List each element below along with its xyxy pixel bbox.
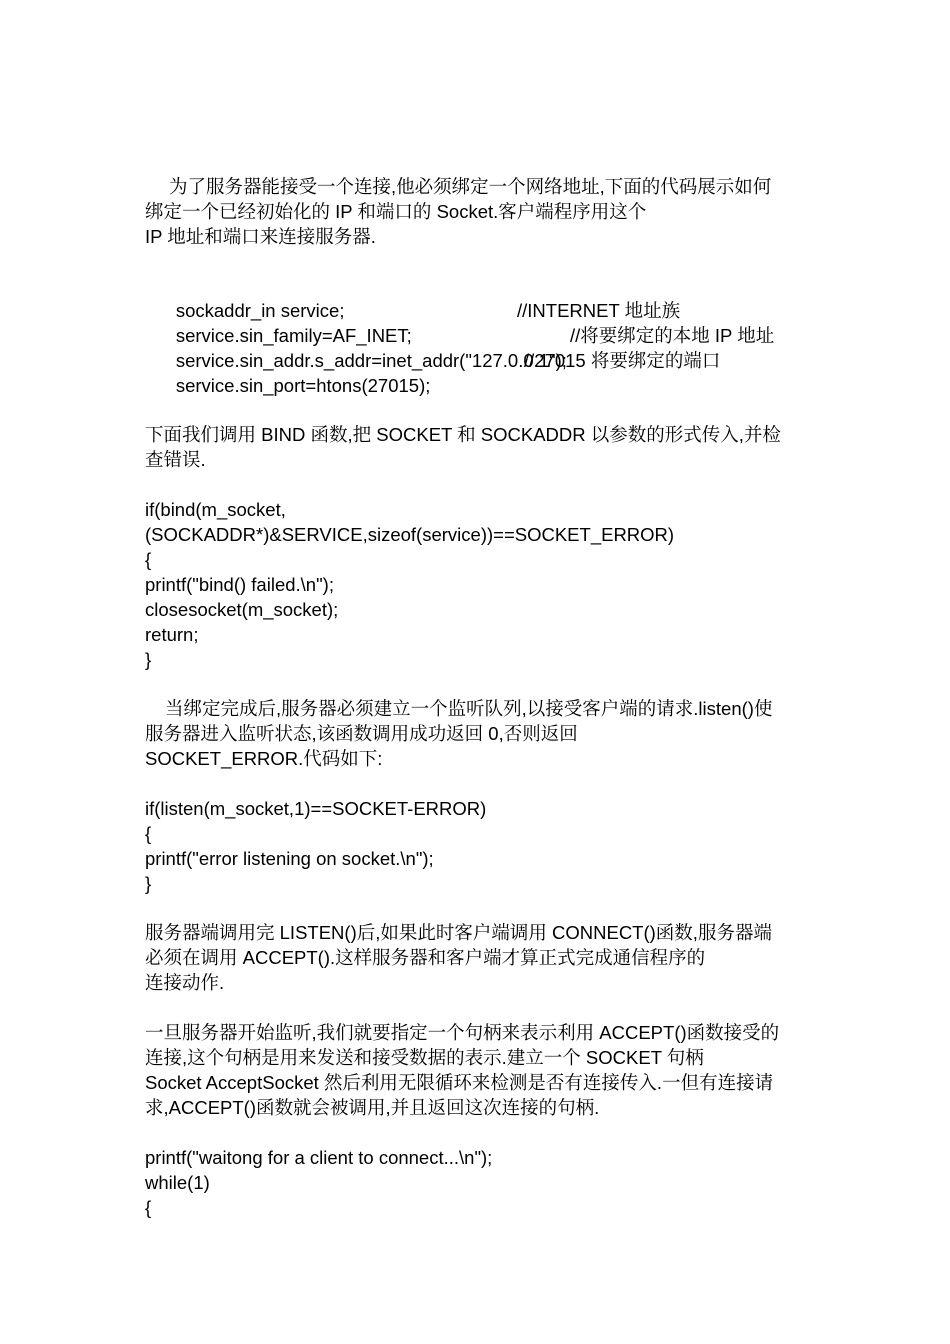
code-line: } — [145, 873, 152, 894]
code-block-accept-loop — [145, 1145, 825, 1220]
code-line: printf("waitong for a client to connect...\n"); — [145, 1147, 493, 1168]
text-line: 查错误. — [145, 449, 206, 470]
paragraph-bind-call — [145, 422, 825, 472]
paragraph-accept-intro — [145, 920, 825, 995]
code-line: { — [145, 549, 152, 570]
code-line: printf("error listening on socket.\n"); — [145, 848, 434, 869]
code-block-sockaddr — [145, 273, 825, 396]
paragraph-listen-intro — [145, 696, 825, 771]
text-line: 必须在调用 ACCEPT().这样服务器和客户端才算正式完成通信程序的 — [145, 947, 706, 968]
code-comment: //INTERNET 地址族 — [517, 300, 681, 321]
code-block-listen — [145, 796, 825, 896]
text-line: 求,ACCEPT()函数就会被调用,并且返回这次连接的句柄. — [145, 1097, 600, 1118]
code-line: return; — [145, 624, 199, 645]
text-line: 连接,这个句柄是用来发送和接受数据的表示.建立一个 SOCKET 句柄 — [145, 1047, 704, 1068]
code-block-bind — [145, 497, 825, 672]
code-text: service.sin_port=htons(27015); — [175, 375, 431, 396]
code-line — [145, 348, 825, 396]
paragraph-bind-intro — [145, 174, 825, 249]
text-line: 当绑定完成后,服务器必须建立一个监听队列,以接受客户端的请求.listen()使 — [165, 698, 773, 719]
code-line: } — [145, 649, 152, 670]
code-line: if(listen(m_socket,1)==SOCKET-ERROR) — [145, 798, 487, 819]
text-line: 服务器进入监听状态,该函数调用成功返回 0,否则返回 — [145, 723, 578, 744]
text-line: 连接动作. — [145, 972, 225, 993]
text-line: 一旦服务器开始监听,我们就要指定一个句柄来表示利用 ACCEPT()函数接受的 — [145, 1022, 780, 1043]
code-text: service.sin_addr.s_addr=inet_addr("127.0.0.1"); — [175, 350, 567, 371]
text-line: SOCKET_ERROR.代码如下: — [145, 748, 383, 769]
text-line: 服务器端调用完 LISTEN()后,如果此时客户端调用 CONNECT()函数,服务器端 — [145, 922, 772, 943]
code-line: if(bind(m_socket, — [145, 499, 286, 520]
code-comment: //27015 将要绑定的端口 — [524, 350, 721, 371]
text-line: 为了服务器能接受一个连接,他必须绑定一个网络地址,下面的代码展示如何 — [169, 176, 772, 197]
code-line: { — [145, 1197, 152, 1218]
code-line: printf("bind() failed.\n"); — [145, 574, 334, 595]
code-text: sockaddr_in service; — [175, 300, 345, 321]
paragraph-accept-socket — [145, 1020, 825, 1120]
text-line: IP 地址和端口来连接服务器. — [145, 226, 376, 247]
code-line: { — [145, 823, 152, 844]
text-line: Socket AcceptSocket 然后利用无限循环来检测是否有连接传入.一但有连接请 — [145, 1072, 774, 1093]
code-line: closesocket(m_socket); — [145, 599, 339, 620]
code-line: while(1) — [145, 1172, 210, 1193]
text-line: 下面我们调用 BIND 函数,把 SOCKET 和 SOCKADDR 以参数的形式传入,并检 — [145, 424, 781, 445]
code-comment: //将要绑定的本地 IP 地址 — [570, 325, 775, 346]
code-text: service.sin_family=AF_INET; — [175, 325, 412, 346]
code-line: (SOCKADDR*)&SERVICE,sizeof(service))==SOCKET_ERROR) — [145, 524, 675, 545]
text-line: 绑定一个已经初始化的 IP 和端口的 Socket.客户端程序用这个 — [145, 201, 647, 222]
